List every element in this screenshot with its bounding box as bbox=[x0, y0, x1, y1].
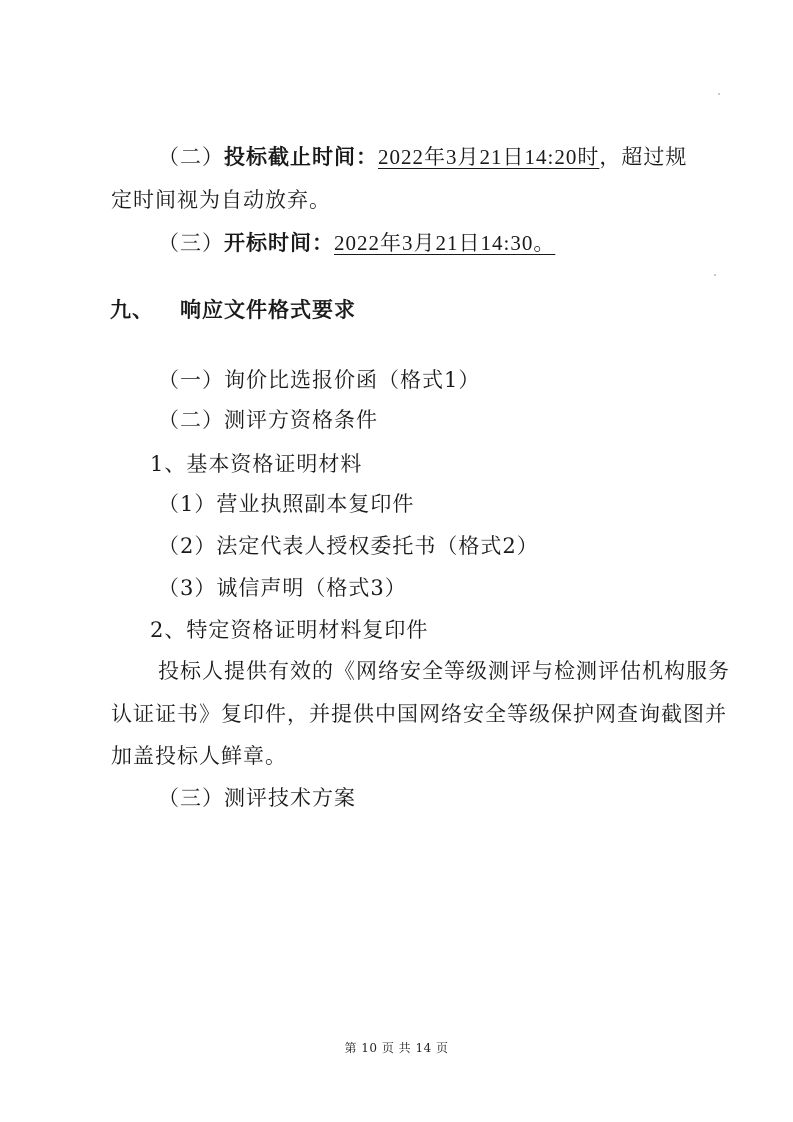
sub-business-license: （1）营业执照副本复印件 bbox=[158, 492, 415, 516]
section-nine-heading bbox=[110, 296, 356, 324]
item-qualification: （二）测评方资格条件 bbox=[158, 408, 378, 432]
deadline-line-2: 定时间视为自动放弃。 bbox=[111, 188, 331, 212]
opening-datetime: 2022年3月21日14:30。 bbox=[334, 231, 556, 255]
paragraph-line-1: 投标人提供有效的《网络安全等级测评与检测评估机构服务 bbox=[158, 659, 730, 683]
paragraph-line-2: 认证证书》复印件，并提供中国网络安全等级保护网查询截图并 bbox=[111, 702, 727, 726]
opening-prefix: （三） bbox=[158, 231, 224, 255]
deadline-prefix: （二） bbox=[158, 145, 224, 169]
deadline-datetime: 2022年3月21日14:20时 bbox=[378, 145, 600, 169]
scan-speck bbox=[714, 274, 716, 276]
section-nine-title: 响应文件格式要求 bbox=[180, 297, 356, 322]
page-footer: 第 10 页 共 14 页 bbox=[344, 1041, 449, 1055]
sub-integrity-statement: （3）诚信声明（格式3） bbox=[158, 576, 407, 600]
item-quote-letter: （一）询价比选报价函（格式1） bbox=[158, 368, 481, 392]
sub-authorization-letter: （2）法定代表人授权委托书（格式2） bbox=[158, 534, 539, 558]
sub-specific-qualification: 2、特定资格证明材料复印件 bbox=[150, 618, 429, 642]
item-technical-plan: （三）测评技术方案 bbox=[158, 786, 356, 810]
opening-label: 开标时间： bbox=[224, 230, 334, 255]
deadline-rest: ，超过规 bbox=[599, 145, 688, 169]
deadline-label: 投标截止时间： bbox=[224, 144, 378, 169]
deadline-line bbox=[158, 143, 687, 171]
scan-speck bbox=[718, 93, 720, 95]
section-nine-number: 九、 bbox=[110, 297, 154, 322]
sub-basic-qualification: 1、基本资格证明材料 bbox=[150, 452, 363, 476]
paragraph-line-3: 加盖投标人鲜章。 bbox=[111, 744, 287, 768]
opening-line bbox=[158, 229, 555, 257]
